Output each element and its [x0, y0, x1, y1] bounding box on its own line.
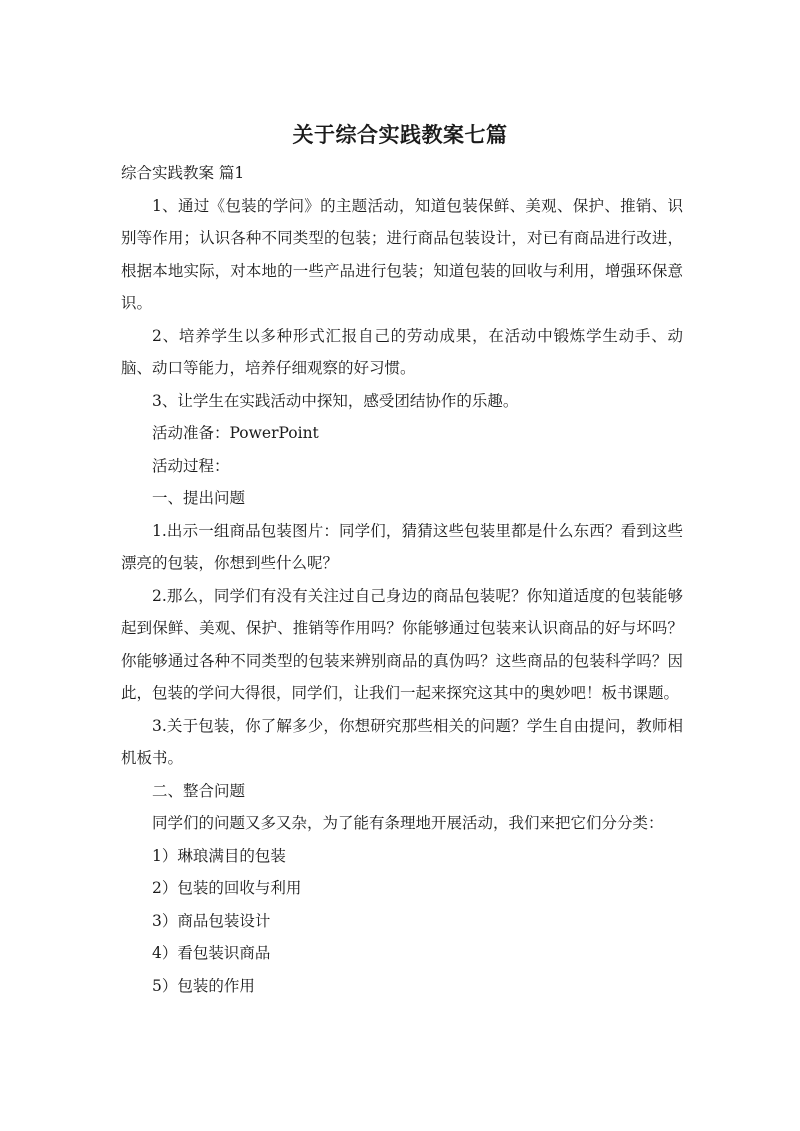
- paragraph-step-3: 3.关于包装，你了解多少，你想研究那些相关的问题？学生自由提问，教师相机板书。: [121, 716, 683, 767]
- list-item: 2）包装的回收与利用: [152, 879, 302, 897]
- subheading-integrate-questions: 二、整合问题: [152, 781, 246, 800]
- paragraph-goal-2: 2、培养学生以多种形式汇报自己的劳动成果，在活动中锻炼学生动手、动脑、动口等能力，培养仔细观察的好习惯。: [121, 326, 683, 377]
- paragraph-step-1: 1.出示一组商品包装图片：同学们，猜猜这些包装里都是什么东西？看到这些漂亮的包装，你想到些什么呢？: [121, 521, 683, 572]
- document-title: 关于综合实践教案七篇: [292, 123, 508, 147]
- paragraph-classify: 同学们的问题又多又杂，为了能有条理地开展活动，我们来把它们分分类：: [152, 814, 664, 832]
- document-body: [121, 157, 683, 1002]
- subheading-raise-questions: 一、提出问题: [152, 489, 246, 507]
- section-heading: 综合实践教案 篇1: [121, 164, 245, 182]
- list-item: 4）看包装识商品: [152, 944, 271, 962]
- paragraph-process: 活动过程：: [152, 456, 230, 475]
- list-item: 5）包装的作用: [152, 976, 255, 995]
- paragraph-goal-1: 1、通过《包装的学问》的主题活动，知道包装保鲜、美观、保护、推销、识别等作用；认识各种不同类型的包装；进行商品包装设计，对已有商品进行改进，根据本地实际，对本地的一些产品进行包装；知道包装的回收与利用，增强环保意识。: [121, 196, 683, 312]
- paragraph-preparation: 活动准备：PowerPoint: [152, 424, 319, 442]
- paragraph-step-2: 2.那么，同学们有没有关注过自己身边的商品包装呢？你知道适度的包装能够起到保鲜、美观、保护、推销等作用吗？你能够通过包装来认识商品的好与坏吗？你能够通过各种不同类型的包装来辨别商品的真伪吗？这些商品的包装科学吗？因此，包装的学问大得很，同学们，让我们一起来探究这其中的奥妙吧！板书课题。: [121, 586, 683, 702]
- list-item: 3）商品包装设计: [152, 911, 271, 930]
- paragraph-goal-3: 3、让学生在实践活动中探知，感受团结协作的乐趣。: [152, 391, 519, 410]
- list-item: 1）琳琅满目的包装: [152, 846, 286, 865]
